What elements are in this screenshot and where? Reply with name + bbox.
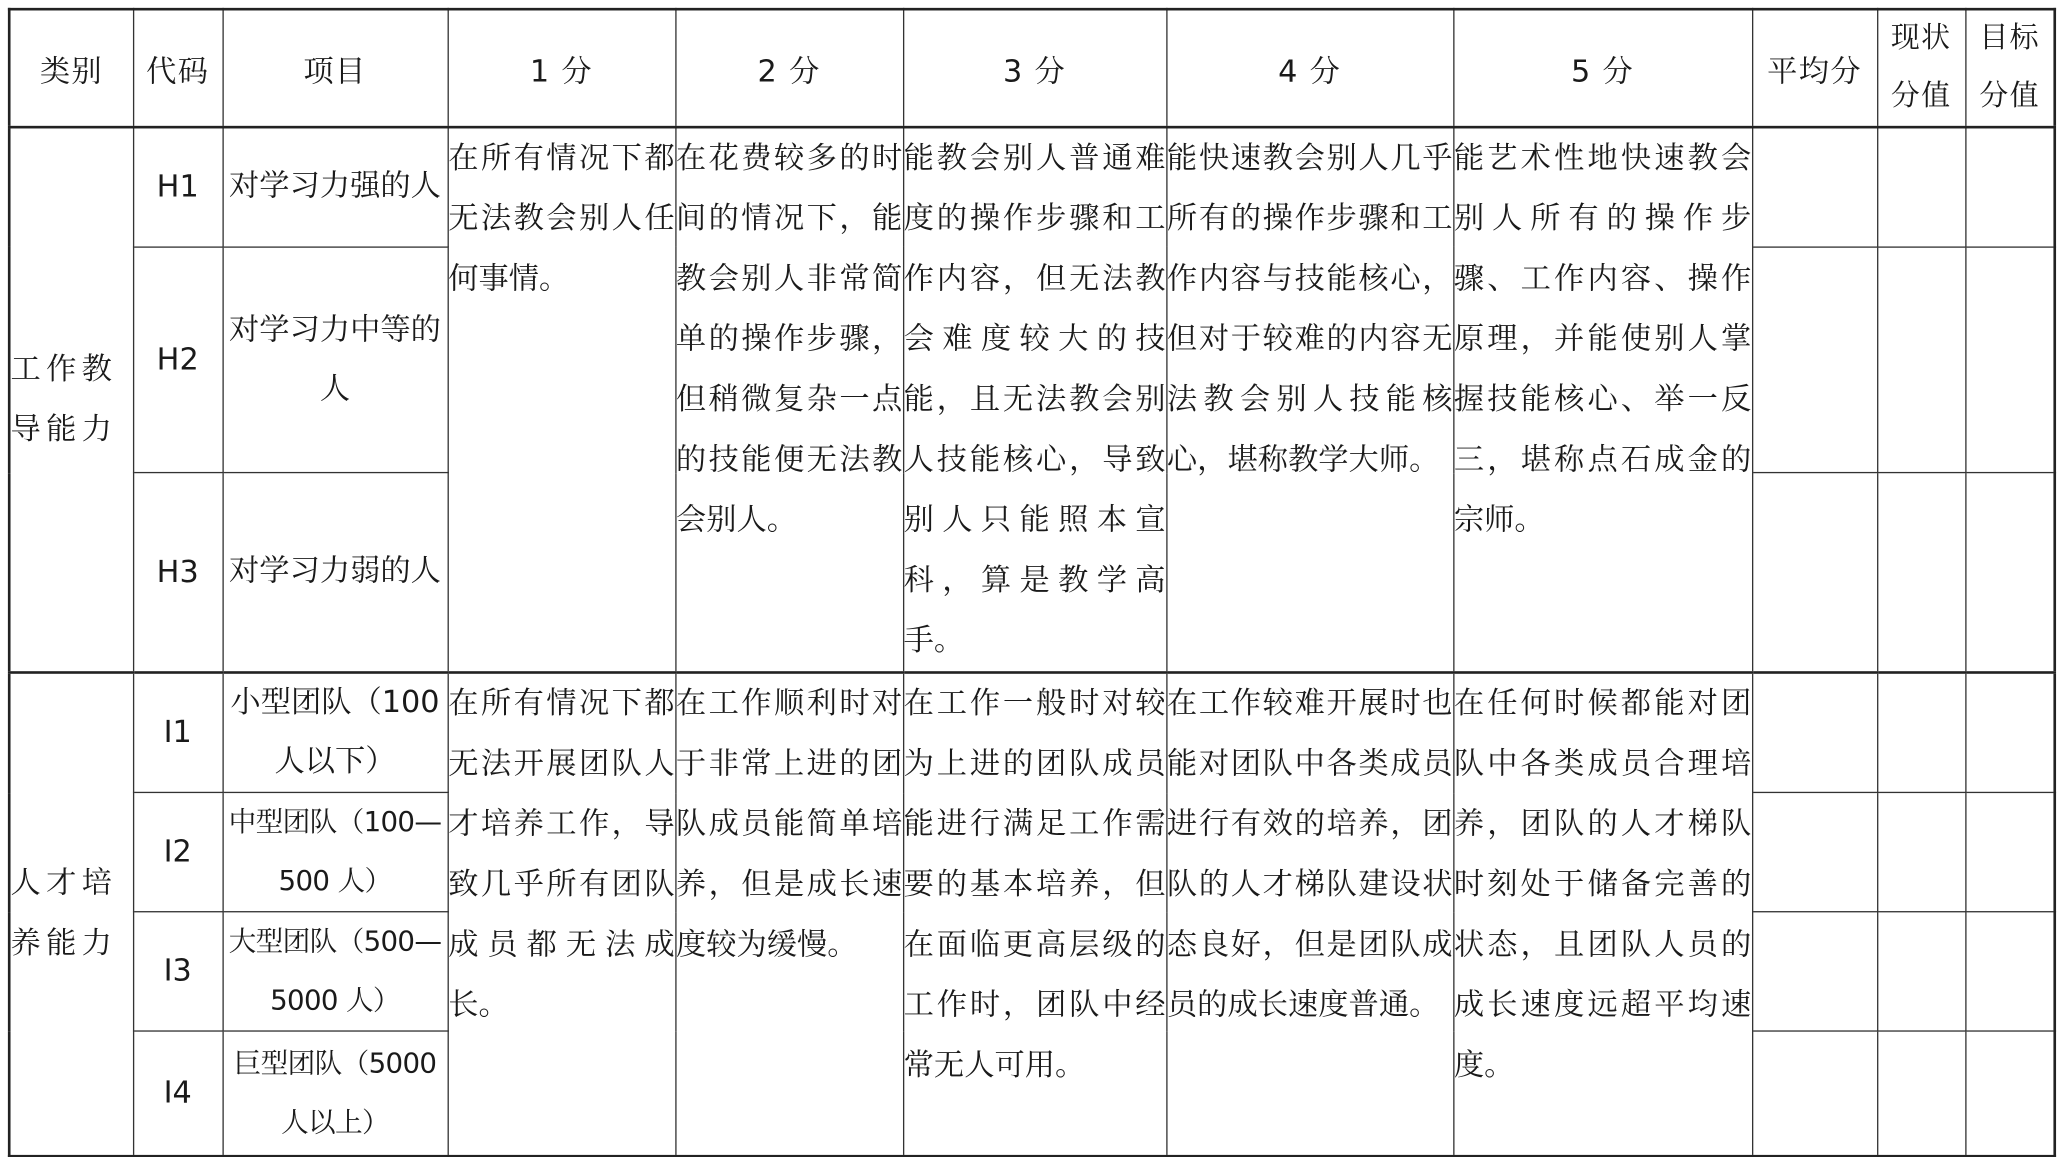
code-cell: H3 <box>133 473 223 673</box>
target-score-cell[interactable] <box>1965 247 2055 473</box>
level-4-description: 能快速教会别人几乎所有的操作步骤和工作内容与技能核心，但对于较难的内容无法教会别人技能核心，堪称教学大师。 <box>1166 127 1453 672</box>
header-target: 目标分值 <box>1965 9 2055 127</box>
header-category: 类别 <box>9 9 133 127</box>
current-score-cell[interactable] <box>1877 672 1965 792</box>
code-cell: I2 <box>133 792 223 911</box>
average-score-cell[interactable] <box>1752 1031 1877 1156</box>
level-5-description: 在任何时候都能对团队中各类成员合理培养，团队的人才梯队时刻处于储备完善的状态，且团队人员的成长速度远超平均速度。 <box>1453 672 1752 1155</box>
code-cell: I1 <box>133 672 223 792</box>
current-score-cell[interactable] <box>1877 247 1965 473</box>
item-cell: 小型团队（100 人以下） <box>222 672 447 792</box>
average-score-cell[interactable] <box>1752 792 1877 911</box>
average-score-cell[interactable] <box>1752 912 1877 1031</box>
level-3-description: 在工作一般时对较为上进的团队成员能进行满足工作需要的基本培养，但在面临更高层级的工作时，团队中经常无人可用。 <box>903 672 1166 1155</box>
item-cell: 大型团队（500—5000 人） <box>222 912 447 1031</box>
level-2-description: 在工作顺利时对于非常上进的团队成员能简单培养，但是成长速度较为缓慢。 <box>675 672 903 1155</box>
header-item: 项目 <box>222 9 447 127</box>
header-current: 现状分值 <box>1877 9 1965 127</box>
header-row <box>9 9 2055 127</box>
level-2-description: 在花费较多的时间的情况下，能教会别人非常简单的操作步骤，但稍微复杂一点的技能便无法教会别人。 <box>675 127 903 672</box>
header-score-5: 5 分 <box>1453 9 1752 127</box>
current-score-cell[interactable] <box>1877 127 1965 247</box>
table-row <box>9 127 2055 247</box>
item-cell: 对学习力强的人 <box>222 127 447 247</box>
header-score-2: 2 分 <box>675 9 903 127</box>
target-score-cell[interactable] <box>1965 792 2055 911</box>
category-teaching: 工作教导能力 <box>9 127 133 672</box>
target-score-cell[interactable] <box>1965 912 2055 1031</box>
code-cell: H2 <box>133 247 223 473</box>
item-cell: 中型团队（100—500 人） <box>222 792 447 911</box>
average-score-cell[interactable] <box>1752 247 1877 473</box>
item-cell: 巨型团队（5000 人以上） <box>222 1031 447 1156</box>
level-4-description: 在工作较难开展时也能对团队中各类成员进行有效的培养，团队的人才梯队建设状态良好，但是团队成员的成长速度普通。 <box>1166 672 1453 1155</box>
item-cell: 对学习力弱的人 <box>222 473 447 673</box>
current-score-cell[interactable] <box>1877 473 1965 673</box>
target-score-cell[interactable] <box>1965 473 2055 673</box>
level-3-description: 能教会别人普通难度的操作步骤和工作内容，但无法教会难度较大的技能，且无法教会别人技能核心，导致别人只能照本宣科，算是教学高手。 <box>903 127 1166 672</box>
header-average: 平均分 <box>1752 9 1877 127</box>
category-talent-development: 人才培养能力 <box>9 672 133 1155</box>
item-cell: 对学习力中等的人 <box>222 247 447 473</box>
current-score-cell[interactable] <box>1877 792 1965 911</box>
header-score-4: 4 分 <box>1166 9 1453 127</box>
level-1-description: 在所有情况下都无法教会别人任何事情。 <box>448 127 676 672</box>
rubric-table <box>8 8 2056 1157</box>
average-score-cell[interactable] <box>1752 127 1877 247</box>
current-score-cell[interactable] <box>1877 1031 1965 1156</box>
target-score-cell[interactable] <box>1965 672 2055 792</box>
average-score-cell[interactable] <box>1752 473 1877 673</box>
target-score-cell[interactable] <box>1965 1031 2055 1156</box>
code-cell: I3 <box>133 912 223 1031</box>
level-1-description: 在所有情况下都无法开展团队人才培养工作，导致几乎所有团队成员都无法成长。 <box>448 672 676 1155</box>
current-score-cell[interactable] <box>1877 912 1965 1031</box>
target-score-cell[interactable] <box>1965 127 2055 247</box>
table-row <box>9 672 2055 792</box>
header-score-1: 1 分 <box>448 9 676 127</box>
code-cell: H1 <box>133 127 223 247</box>
header-code: 代码 <box>133 9 223 127</box>
code-cell: I4 <box>133 1031 223 1156</box>
header-score-3: 3 分 <box>903 9 1166 127</box>
average-score-cell[interactable] <box>1752 672 1877 792</box>
level-5-description: 能艺术性地快速教会别人所有的操作步骤、工作内容、操作原理，并能使别人掌握技能核心、举一反三，堪称点石成金的宗师。 <box>1453 127 1752 672</box>
